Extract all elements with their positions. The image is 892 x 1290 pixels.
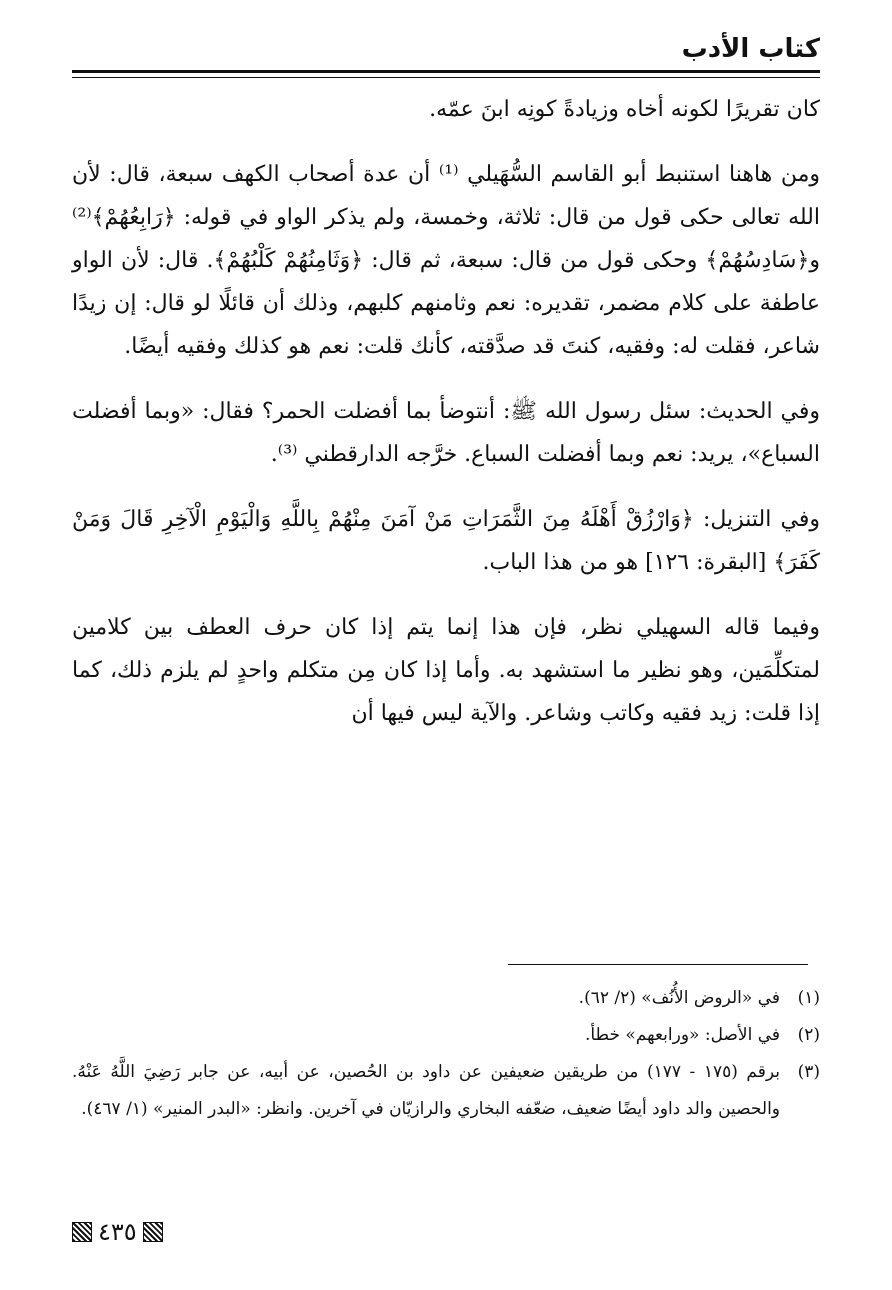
paragraph: وفيما قاله السهيلي نظر، فإن هذا إنما يتم إذا كان حرف العطف بين كلامين لمتكلِّمَين، وهو نظير ما استشهد به. وأما إذا كان مِن متكلم واحدٍ لم يلزم ذلك، كما إذا قلت: زيد فقيه وكاتب وشاعر. والآية ليس فيها أن	[72, 615, 820, 726]
paragraph: كان تقريرًا لكونه أخاه وزيادةً كونِه ابنَ عمّه.	[429, 97, 820, 122]
footnote-number: (٢)	[797, 1025, 820, 1045]
footnote	[72, 980, 820, 1017]
footnote-text: برقم (١٧٥ - ١٧٧) من طريقين ضعيفين عن داود بن الحُصين، عن أبيه، عن جابر رَضِيَ اللَّهُ عَنْهُ. والحصين والد داود أيضًا ضعيف، ضعّفه البخاري والرازيّان في آخرين. وانظر: «البدر المنير» (١/ ٤٦٧).	[72, 1062, 780, 1119]
footnote-number: (٣)	[797, 1062, 820, 1082]
header-rule-thin	[72, 77, 820, 78]
paragraph: وفي الحديث: سئل رسول الله ﷺ: أنتوضأ بما أفضلت الحمر؟ فقال: «وبما أفضلت السباع»، يريد: نعم وبما أفضلت السباع. خرَّجه الدارقطني ⁽³⁾.	[72, 399, 820, 467]
footnote	[72, 1054, 820, 1128]
ornament-icon	[72, 1222, 92, 1242]
header-rule-thick	[72, 70, 820, 73]
footnote-number: (١)	[797, 988, 820, 1008]
footnote-separator	[508, 964, 808, 965]
paragraph: ومن هاهنا استنبط أبو القاسم السُّهَيلي ⁽¹⁾ أن عدة أصحاب الكهف سبعة، قال: لأن الله تعالى حكى قول من قال: ثلاثة، وخمسة، ولم يذكر الواو في قوله: ﴿رَابِعُهُمْ﴾⁽²⁾ و﴿سَادِسُهُمْ﴾ وحكى قول من قال: سبعة، ثم قال: ﴿وَثَامِنُهُمْ كَلْبُهُمْ﴾. قال: لأن الواو عاطفة على كلام مضمر، تقديره: نعم وثامنهم كلبهم، وذلك أن قائلًا لو قال: إن زيدًا شاعر، فقلت له: وفقيه، كنتَ قد صدَّقته، كأنك قلت: نعم هو كذلك وفقيه أيضًا.	[72, 162, 821, 359]
footnote-text: في الأصل: «ورابعهم» خطأ.	[584, 1025, 780, 1045]
footnote	[72, 1017, 820, 1054]
ornament-icon	[143, 1222, 163, 1242]
running-header: كتاب الأدب	[681, 34, 820, 64]
paragraph: وفي التنزيل: ﴿وَارْزُقْ أَهْلَهُ مِنَ الثَّمَرَاتِ مَنْ آمَنَ مِنْهُمْ بِاللَّهِ وَالْيَوْمِ الْآخِرِ قَالَ وَمَنْ كَفَرَ﴾ [البقرة: ١٢٦] هو من هذا الباب.	[72, 507, 820, 575]
footnotes	[72, 980, 820, 1128]
page-footer	[72, 1218, 163, 1246]
page-number: ٤٣٥	[98, 1218, 137, 1246]
main-text	[72, 88, 820, 757]
footnote-text: في «الروض الأُنُف» (٢/ ٦٢).	[578, 988, 780, 1008]
